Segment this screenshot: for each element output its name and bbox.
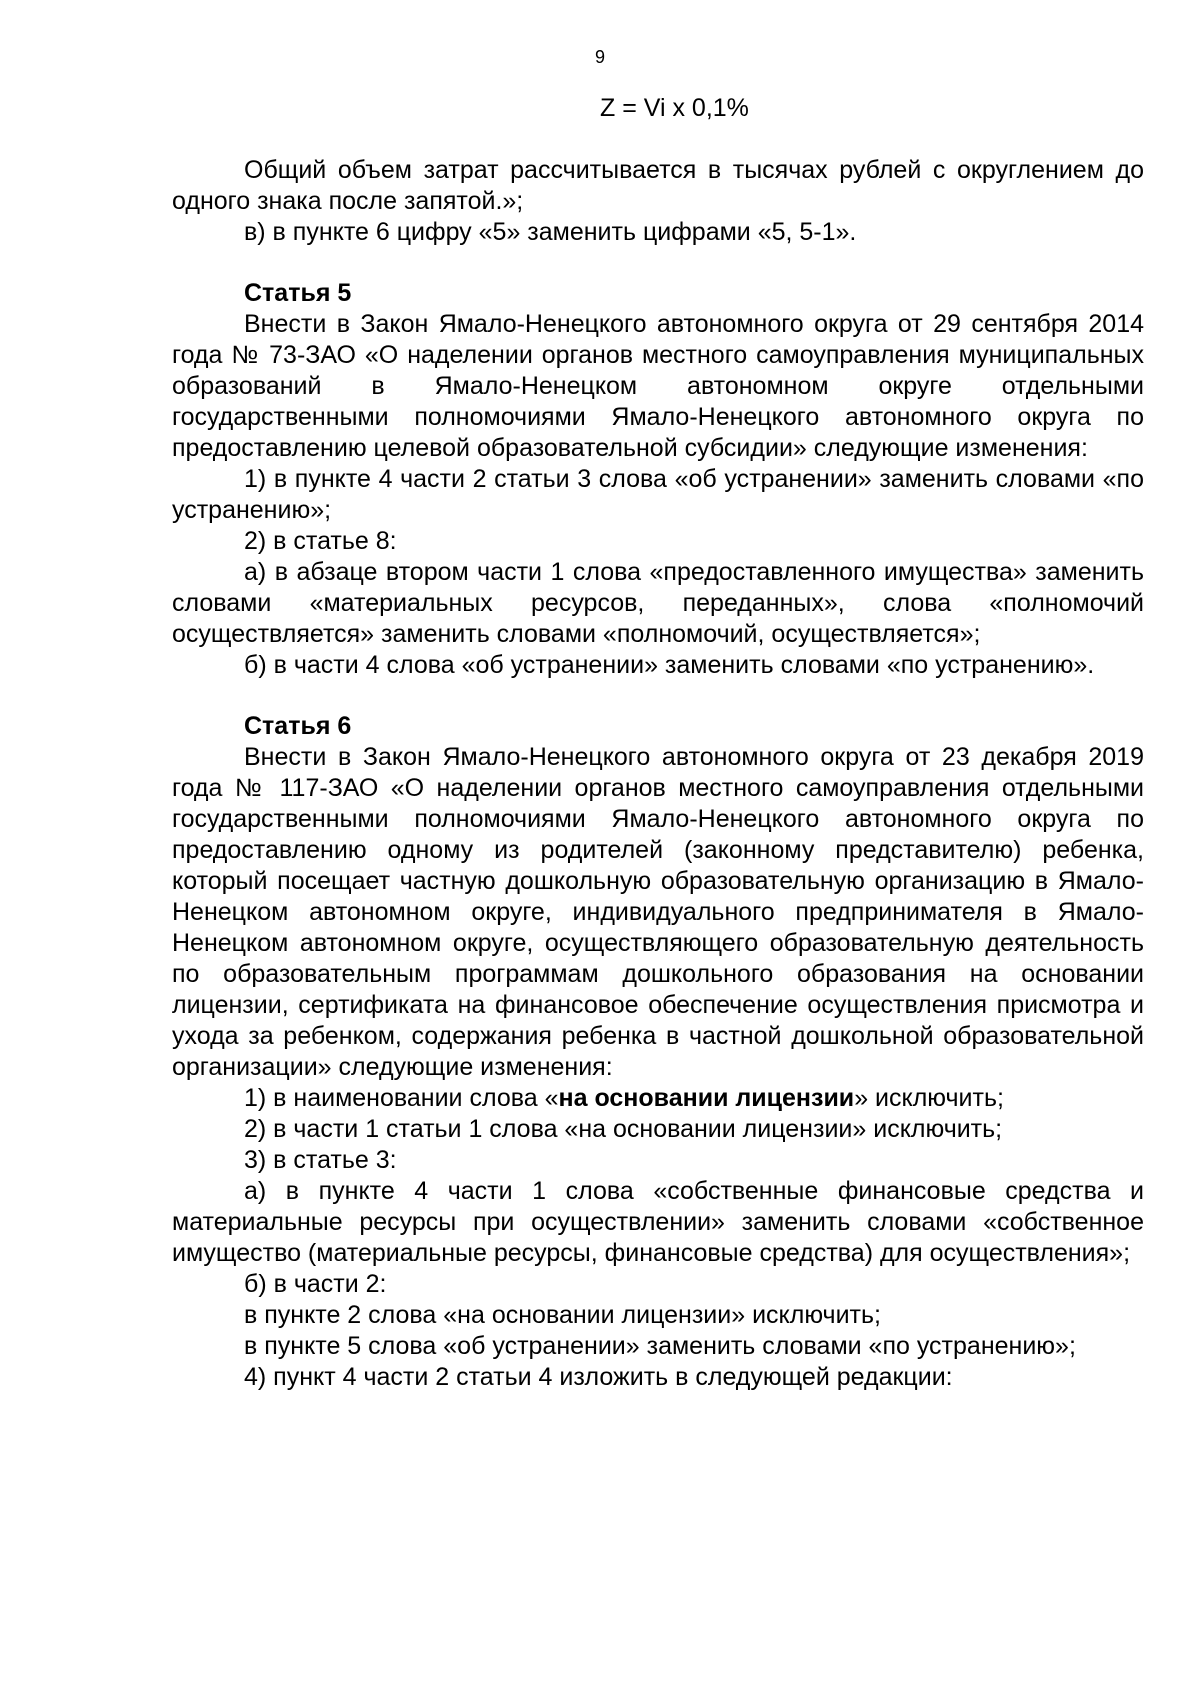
article-5-heading: Статья 5 [244, 279, 352, 307]
article-6-item-1-bold: на основании лицензии [558, 1084, 855, 1112]
formula: Z = Vi х 0,1% [600, 94, 749, 122]
article-6-item-3b-1: в пункте 2 слова «на основании лицензии» исключить; [244, 1301, 881, 1329]
article-6-item-4: 4) пункт 4 части 2 статьи 4 изложить в следующей редакции: [244, 1363, 953, 1391]
article-6-item-3a: а) в пункте 4 части 1 слова «собственные финансовые средства и материальные ресурсы при осуществлении» заменить словами «собственное имущество (материальные ресурсы, финансовые средства) для осуществления»; [172, 1177, 1144, 1267]
article-6-item-2: 2) в части 1 статьи 1 слова «на основании лицензии» исключить; [244, 1115, 1003, 1143]
article-5-item-2: 2) в статье 8: [244, 527, 397, 555]
article-6-heading: Статья 6 [244, 712, 352, 740]
article-5-item-1: 1) в пункте 4 части 2 статьи 3 слова «об устранении» заменить словами «по устранению»; [172, 465, 1144, 524]
document-body [172, 155, 1144, 1393]
article-6-item-3: 3) в статье 3: [244, 1146, 397, 1174]
article-6-item-3b-2: в пункте 5 слова «об устранении» заменить словами «по устранению»; [244, 1332, 1076, 1360]
paragraph-total-cost: Общий объем затрат рассчитывается в тысячах рублей с округлением до одного знака после запятой.»; [172, 156, 1144, 215]
article-5-intro: Внести в Закон Ямало-Ненецкого автономного округа от 29 сентября 2014 года № 73-ЗАО «О наделении органов местного самоуправления муниципальных образований в Ямало-Ненецком автономном округе отдельными государственными полномочиями Ямало-Ненецкого автономного округа по предоставлению целевой образовательной субсидии» следующие изменения: [172, 310, 1144, 462]
article-6-item-1-end: » исключить; [854, 1084, 1004, 1112]
paragraph-item-v: в) в пункте 6 цифру «5» заменить цифрами «5, 5-1». [244, 218, 857, 246]
article-6-item-1 [172, 1083, 1144, 1114]
page-number: 9 [594, 47, 605, 67]
article-6-item-1-start: 1) в наименовании слова « [244, 1084, 559, 1112]
article-6-item-3b: б) в части 2: [244, 1270, 387, 1298]
article-5-item-2a: а) в абзаце втором части 1 слова «предоставленного имущества» заменить словами «материальных ресурсов, переданных», слова «полномочий осуществляется» заменить словами «полномочий, осуществляется»; [172, 558, 1144, 648]
article-6-intro: Внести в Закон Ямало-Ненецкого автономного округа от 23 декабря 2019 года № 117-ЗАО «О наделении органов местного самоуправления отдельными государственными полномочиями Ямало-Ненецкого автономного округа по предоставлению одному из родителей (законному представителю) ребенка, который посещает частную дошкольную образовательную организацию в Ямало-Ненецком автономном округе, индивидуального предпринимателя в Ямало-Ненецком автономном округе, осуществляющего образовательную деятельность по образовательным программам дошкольного образования на основании лицензии, сертификата на финансовое обеспечение осуществления присмотра и ухода за ребенком, содержания ребенка в частной дошкольной образовательной организации» следующие изменения: [172, 743, 1144, 1081]
article-5-item-2b: б) в части 4 слова «об устранении» заменить словами «по устранению». [244, 651, 1095, 679]
